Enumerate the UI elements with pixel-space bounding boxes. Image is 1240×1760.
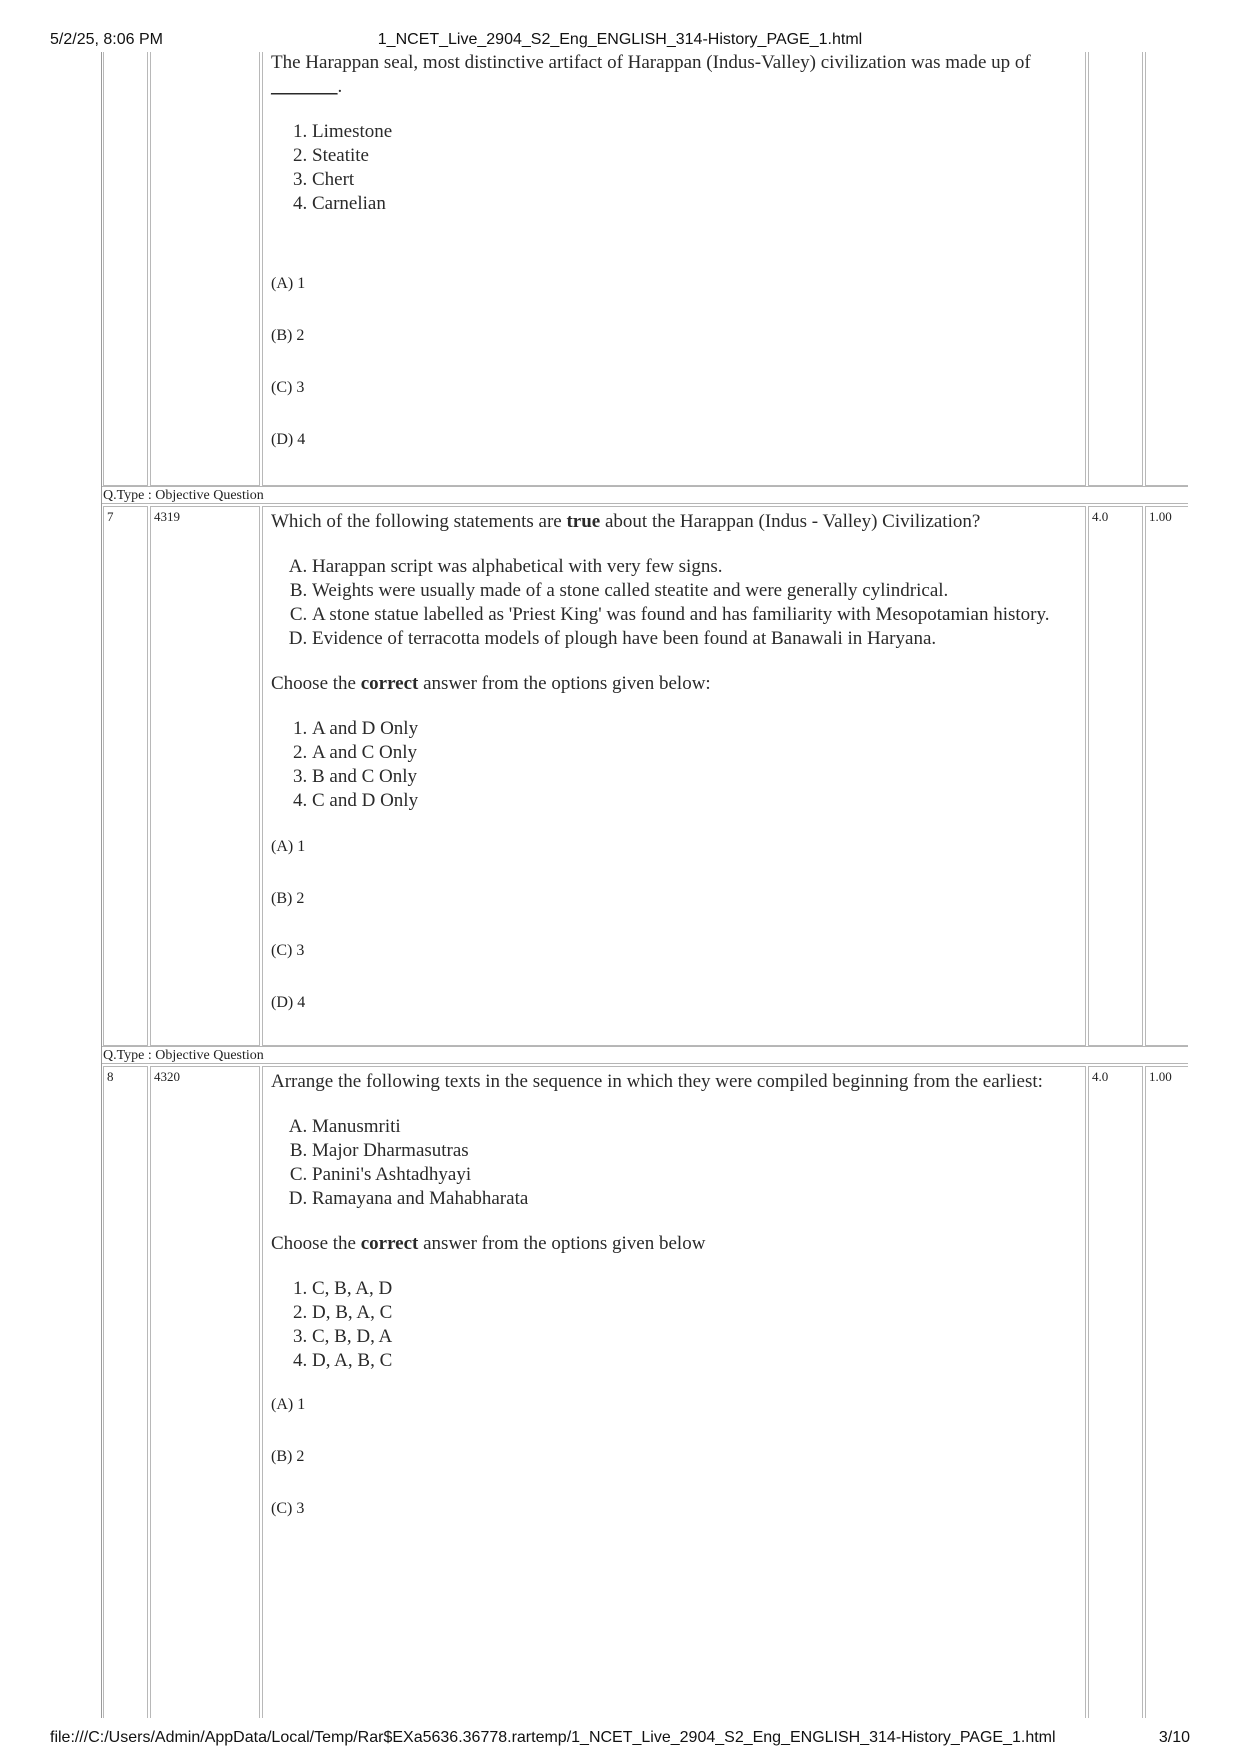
- table-border-left: [101, 52, 102, 1718]
- statement-item: C. Panini's Ashtadhyayi: [312, 1163, 1077, 1187]
- option-c: (C) 3: [271, 942, 305, 959]
- statement-item: A. Harappan script was alphabetical with very few signs.: [312, 555, 1077, 579]
- statement-item: D. Ramayana and Mahabharata: [312, 1187, 1077, 1211]
- choice-item: 3. B and C Only: [312, 765, 1077, 789]
- serial-number-cell: [103, 52, 148, 486]
- option-c: (C) 3: [271, 379, 305, 396]
- marks-cell: 4.0: [1088, 1066, 1143, 1718]
- option-d: (D) 4: [271, 431, 306, 448]
- negative-marks-cell: 1.00: [1145, 1066, 1188, 1718]
- question-text: Arrange the following texts in the sequence in which they were compiled beginning from the earliest:: [271, 1071, 1043, 1092]
- option-d: (D) 4: [271, 994, 306, 1011]
- negative-marks-cell: 1.00: [1145, 506, 1188, 1046]
- question-type-row: Q.Type : Objective Question: [101, 486, 1188, 504]
- print-page-number: 3/10: [1158, 1729, 1190, 1746]
- marks-cell: [1088, 52, 1143, 486]
- statement-item: D. Evidence of terracotta models of plough have been found at Banawali in Haryana.: [312, 627, 1077, 651]
- question-body-cell: [262, 1066, 1086, 1718]
- print-file-path: file:///C:/Users/Admin/AppData/Local/Temp/Rar$EXa5636.36778.rartemp/1_NCET_Live_2904_S2_Eng_ENGLISH_314-History_PAGE_1.html: [50, 1729, 1056, 1746]
- option-a: (A) 1: [271, 838, 306, 855]
- choice-item: 1. C, B, A, D: [312, 1277, 1077, 1301]
- statement-item: C. A stone statue labelled as 'Priest King' was found and has familiarity with Mesopotamian history.: [312, 603, 1077, 627]
- question-body-cell: [262, 52, 1086, 486]
- print-datetime: 5/2/25, 8:06 PM: [50, 31, 163, 48]
- statement-item: B. Major Dharmasutras: [312, 1139, 1077, 1163]
- option-b: (B) 2: [271, 1448, 305, 1465]
- serial-number-cell: 7: [103, 506, 148, 1046]
- choice-item: 4. C and D Only: [312, 789, 1077, 813]
- statement-list: [271, 1115, 1077, 1211]
- statement-item: A. Manusmriti: [312, 1115, 1077, 1139]
- question-table: [101, 52, 1188, 1718]
- option-b: (B) 2: [271, 327, 305, 344]
- print-doc-title: 1_NCET_Live_2904_S2_Eng_ENGLISH_314-History_PAGE_1.html: [377, 31, 863, 48]
- option-a: (A) 1: [271, 275, 306, 292]
- choice-list: [271, 1277, 1077, 1373]
- answer-instruction: Choose the correct answer from the options given below:: [271, 673, 711, 694]
- option-c: (C) 3: [271, 1500, 305, 1517]
- choice-item: 3. Chert: [312, 168, 1077, 192]
- option-a: (A) 1: [271, 1396, 306, 1413]
- answer-instruction: Choose the correct answer from the options given below: [271, 1233, 706, 1254]
- choice-item: 4. Carnelian: [312, 192, 1077, 216]
- choice-list: [271, 717, 1077, 813]
- choice-list: [271, 120, 1077, 216]
- option-b: (B) 2: [271, 890, 305, 907]
- choice-item: 1. Limestone: [312, 120, 1077, 144]
- question-text: Which of the following statements are true about the Harappan (Indus - Valley) Civilization?: [271, 511, 981, 532]
- choice-item: 1. A and D Only: [312, 717, 1077, 741]
- negative-marks-cell: [1145, 52, 1188, 486]
- marks-cell: 4.0: [1088, 506, 1143, 1046]
- question-id-cell: 4320: [150, 1066, 260, 1718]
- question-text: The Harappan seal, most distinctive artifact of Harappan (Indus-Valley) civilization was made up of _______.: [271, 52, 1031, 97]
- question-id-cell: [150, 52, 260, 486]
- statement-item: B. Weights were usually made of a stone called steatite and were generally cylindrical.: [312, 579, 1077, 603]
- print-footer: [0, 1720, 1240, 1760]
- choice-item: 2. A and C Only: [312, 741, 1077, 765]
- question-body-cell: [262, 506, 1086, 1046]
- choice-item: 2. D, B, A, C: [312, 1301, 1077, 1325]
- question-type-row: Q.Type : Objective Question: [101, 1046, 1188, 1064]
- print-header: [0, 0, 1240, 48]
- serial-number-cell: 8: [103, 1066, 148, 1718]
- question-row-8: [101, 1066, 1188, 1718]
- question-id-cell: 4319: [150, 506, 260, 1046]
- choice-item: 4. D, A, B, C: [312, 1349, 1077, 1373]
- statement-list: [271, 555, 1077, 651]
- choice-item: 3. C, B, D, A: [312, 1325, 1077, 1349]
- question-row-6: [101, 52, 1188, 486]
- question-row-7: [101, 506, 1188, 1046]
- choice-item: 2. Steatite: [312, 144, 1077, 168]
